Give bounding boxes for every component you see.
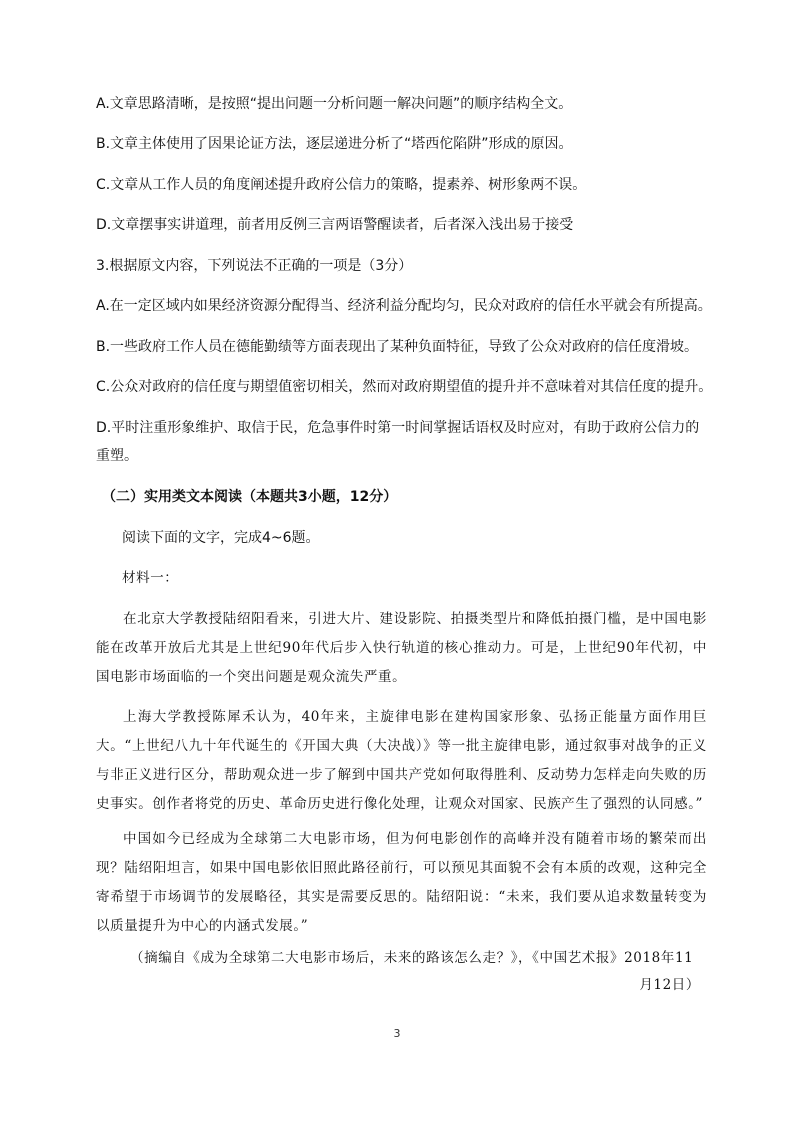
material-paragraph-3: 中国如今已经成为全球第二大电影市场，但为何电影创作的高峰并没有随着市场的繁荣而出现？陆绍阳坦言，如果中国电影依旧照此路径前行，可以预见其面貌不会有本质的改观，这种完全寄希望于市场调节的发展略径，其实是需要反思的。陆绍阳说：“未来，我们要从追求数量转变为以质量提升为中心的内涵式发展。” [96,831,707,934]
q3-option-c: C.公众对政府的信任度与期望值密切相关，然而对政府期望值的提升并不意味着对其信任度的提升。 [96,379,713,395]
q3-option-b: B.一些政府工作人员在德能勤绩等方面表现出了某种负面特征，导致了公众对政府的信任度滑坡。 [96,339,699,355]
q2-option-a: A.文章思路清晰，是按照“提出问题一分析问题一解决问题”的顺序结构全文。 [96,96,573,112]
q3-option-a: A.在一定区域内如果经济资源分配得当、经济利益分配均匀，民众对政府的信任水平就会有所提高。 [96,298,712,314]
source-citation-line2: 月12日） [639,977,700,993]
q3-stem: 3.根据原文内容，下列说法不正确的一项是（3分） [96,258,413,274]
material-paragraph-1: 在北京大学教授陆绍阳看来，引进大片、建设影院、拍摄类型片和降低拍摄门槛，是中国电影能在改革开放后尤其是上世纪90年代后步入快行轨道的核心推动力。可是，上世纪90年代初，中国电影市场面临的一个突出问题是观众流失严重。 [96,611,707,685]
q3-option-d-line1: D.平时注重形象维护、取信于民，危急事件时第一时间掌握话语权及时应对，有助于政府公信力的 [96,420,700,436]
q2-option-d: D.文章摆事实讲道理，前者用反例三言两语警醒读者，后者深入浅出易于接受 [96,217,574,233]
section-heading: （二）实用类文本阅读（本题共3小题，12分） [102,489,398,505]
material-paragraph-2: 上海大学教授陈犀禾认为，40年来，主旋律电影在建构国家形象、弘扬正能量方面作用巨大。“上世纪八九十年代诞生的《开国大典（大决战）》等一批主旋律电影，通过叙事对战争的正义与非正义进行区分，帮助观众进一步了解到中国共产党如何取得胜利、反动势力怎样走向失败的历史事实。创作者将党的历史、革命历史进行像化处理，让观众对国家、民族产生了强烈的认同感。” [96,709,707,812]
page-number: 3 [393,1027,401,1040]
reading-instruction: 阅读下面的文字，完成4~6题。 [122,530,320,546]
q2-option-b: B.文章主体使用了因果论证方法，逐层递进分析了“塔西佗陷阱”形成的原因。 [96,136,573,152]
material-label: 材料一： [122,570,179,586]
q2-option-c: C.文章从工作人员的角度阐述提升政府公信力的策略，提素养、树形象两不误。 [96,177,587,193]
source-citation-line1: （摘编自《成为全球第二大电影市场后，未来的路该怎么走？》，《中国艺术报》2018年11 [130,950,694,966]
q3-option-d-line2: 重塑。 [96,448,138,464]
